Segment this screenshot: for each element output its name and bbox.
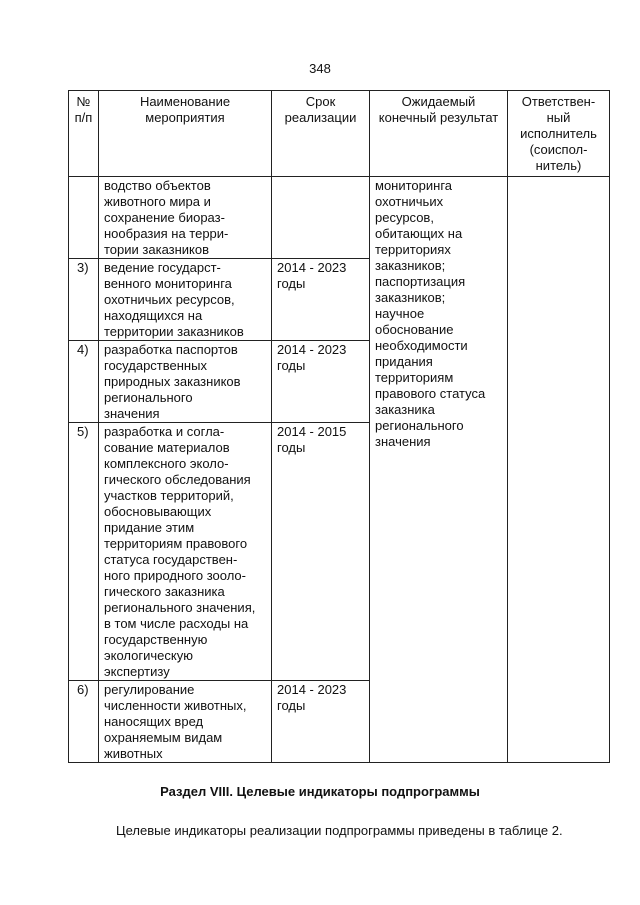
header-term: Срок реализации [272, 91, 370, 177]
body-paragraph: Целевые индикаторы реализации подпрограммы приведены в таблице 2. [116, 823, 563, 838]
row-number-cell: 4) [69, 341, 99, 423]
section-heading: Раздел VIII. Целевые индикаторы подпрограммы [160, 784, 480, 799]
activities-table [68, 90, 610, 763]
term-cell: 2014 - 2015 годы [272, 423, 370, 681]
page-number: 348 [309, 61, 331, 76]
header-responsible: Ответствен- ный исполнитель (соиспол- нитель) [508, 91, 610, 177]
row-number-cell: 3) [69, 259, 99, 341]
expected-result-cell: мониторинга охотничьих ресурсов, обитающих на территориях заказников; паспортизация заказников; научное обоснование необходимости придания территориям правового статуса заказника регионального значения [370, 177, 508, 763]
header-activity-name: Наименование мероприятия [99, 91, 272, 177]
row-number-cell: 6) [69, 681, 99, 763]
row-number-cell: 5) [69, 423, 99, 681]
activity-name-cell: регулирование численности животных, наносящих вред охраняемым видам животных [99, 681, 272, 763]
table-row [69, 177, 610, 259]
table-header-row [69, 91, 610, 177]
term-cell: 2014 - 2023 годы [272, 681, 370, 763]
row-number-cell [69, 177, 99, 259]
header-expected-result: Ожидаемый конечный результат [370, 91, 508, 177]
activity-name-cell: разработка паспортов государственных природных заказников регионального значения [99, 341, 272, 423]
activity-name-cell: ведение государст- венного мониторинга охотничьих ресурсов, находящихся на территории заказников [99, 259, 272, 341]
term-cell: 2014 - 2023 годы [272, 341, 370, 423]
term-cell: 2014 - 2023 годы [272, 259, 370, 341]
activity-name-cell: водство объектов животного мира и сохранение биораз- нообразия на терри- тории заказников [99, 177, 272, 259]
responsible-cell [508, 177, 610, 763]
term-cell [272, 177, 370, 259]
header-number: № п/п [69, 91, 99, 177]
activity-name-cell: разработка и согла- сование материалов комплексного эколо- гического обследования участков территорий, обосновывающих придание этим территориям правового статуса государствен- ного природного зооло- гического заказника регионального значения, в том числе расходы на государственную экологическую экспертизу [99, 423, 272, 681]
